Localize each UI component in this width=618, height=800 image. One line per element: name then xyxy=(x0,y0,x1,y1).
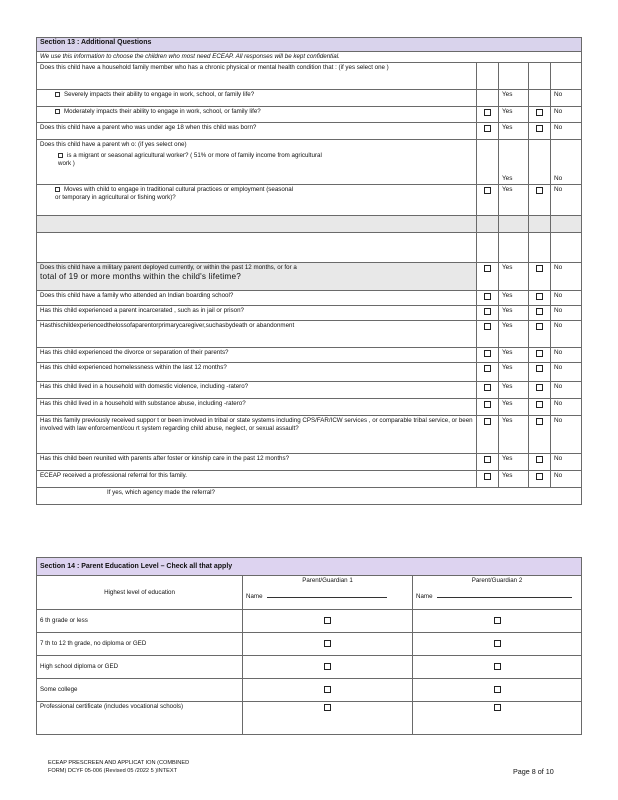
divorce-question: Has this child experienced the divorce or separation of their parents? xyxy=(37,348,477,363)
incarcerated-question: Has this child experienced a parent incarcerated , such as in jail or prison? xyxy=(37,306,477,321)
under18-question: Does this child have a parent who was under age 18 when this child was born? xyxy=(37,123,477,140)
education-row-7th-12th: 7 th to 12 th grade, no diploma or GED xyxy=(37,633,243,656)
cultural-option: Moves with child to engage in traditional cultural practices or employment (seasonal or temporary in agricultural or fishing work)? xyxy=(37,185,477,216)
migrant-option: is a migrant or seasonal agricultural worker? ( 51% or more of family income from agricultural work ) xyxy=(58,152,322,167)
cps-no-checkbox[interactable] xyxy=(536,418,543,425)
pg2-6th-checkbox[interactable] xyxy=(494,617,501,624)
pg2-some-college-checkbox[interactable] xyxy=(494,686,501,693)
parent-guardian-1-header: Parent/Guardian 1 Name xyxy=(243,576,413,610)
education-row-6th: 6 th grade or less xyxy=(37,610,243,633)
under18-no-checkbox[interactable] xyxy=(536,125,543,132)
boarding-yes-checkbox[interactable] xyxy=(484,293,491,300)
loss-no-checkbox[interactable] xyxy=(536,323,543,330)
foster-no-checkbox[interactable] xyxy=(536,456,543,463)
cps-yes-checkbox[interactable] xyxy=(484,418,491,425)
chronic-option-moderate: Moderately impacts their ability to engage in work, school, or family life? xyxy=(37,107,477,123)
form-footer: ECEAP PRESCREEN AND APPLICAT ION (COMBINED FORM) DCYF 05-006 (Revised 05 /2022 5 )INTEXT xyxy=(48,760,190,774)
page-number: Page 8 of 10 xyxy=(513,767,554,776)
option-square-icon xyxy=(55,109,60,114)
option-square-icon xyxy=(55,187,60,192)
pg2-7th-12th-checkbox[interactable] xyxy=(494,640,501,647)
referral-agency-field[interactable]: If yes, which agency made the referral? xyxy=(37,488,582,505)
cps-question: Has this family previously received suppor t or been involved in tribal or state systems including CPS/FAR/ICW services , or comparable tribal service, or been involved with law enforcement/cou rt system regarding child abuse, neglect, or sexual assault? xyxy=(37,416,477,454)
military-question: Does this child have a military parent deployed currently, or within the past 12 months, or for a total of 19 or more months within the child's lifetime? xyxy=(37,263,477,291)
parent-guardian-1-name-field[interactable] xyxy=(267,591,387,598)
boarding-question: Does this child have a family who attended an Indian boarding school? xyxy=(37,291,477,306)
boarding-no-checkbox[interactable] xyxy=(536,293,543,300)
pg1-7th-12th-checkbox[interactable] xyxy=(324,640,331,647)
pg1-high-school-checkbox[interactable] xyxy=(324,663,331,670)
pg1-professional-checkbox[interactable] xyxy=(324,704,331,711)
parent-who-no-checkbox[interactable] xyxy=(536,187,543,194)
parent-guardian-2-header: Parent/Guardian 2 Name xyxy=(413,576,582,610)
under18-yes-checkbox[interactable] xyxy=(484,125,491,132)
parent-who-yes-checkbox[interactable] xyxy=(484,187,491,194)
homeless-no-checkbox[interactable] xyxy=(536,365,543,372)
pg1-some-college-checkbox[interactable] xyxy=(324,686,331,693)
homeless-yes-checkbox[interactable] xyxy=(484,365,491,372)
incarcerated-no-checkbox[interactable] xyxy=(536,308,543,315)
incarcerated-yes-checkbox[interactable] xyxy=(484,308,491,315)
chronic-yes-checkbox[interactable] xyxy=(484,109,491,116)
domestic-question: Has this child lived in a household with domestic violence, including -ratero? xyxy=(37,382,477,399)
chronic-option-severe: Severely impacts their ability to engage in work, school, or family life? xyxy=(37,90,477,107)
section-13-subtitle: We use this information to choose the children who most need ECEAP. All responses will be kept confidential. xyxy=(37,52,582,63)
parent-who-question: Does this child have a parent wh o: (if yes select one) is a migrant or seasonal agricultural worker? ( 51% or more of family income from agricultural work ) xyxy=(37,140,477,185)
section-14 xyxy=(36,557,581,735)
divorce-no-checkbox[interactable] xyxy=(536,350,543,357)
parent-guardian-2-name-field[interactable] xyxy=(437,591,572,598)
pg1-6th-checkbox[interactable] xyxy=(324,617,331,624)
foster-yes-checkbox[interactable] xyxy=(484,456,491,463)
referral-no-checkbox[interactable] xyxy=(536,473,543,480)
section-14-title: Section 14 : Parent Education Level – Check all that apply xyxy=(37,558,582,576)
chronic-no-checkbox[interactable] xyxy=(536,109,543,116)
substance-question: Has this child lived in a household with substance abuse, including -ratero? xyxy=(37,399,477,416)
section-13-table: Section 13 : Additional Questions We use this information to choose the children who most need ECEAP. All responses will be kept confidential. Does this child have a household family member who has a chronic physical or mental health condition that : (if yes select one ) Severely impacts their ability to engage in work, school, or family life? Yes No Moderately impacts their ability to engage in work, school, or family life? Yes No Does this child have a parent who was under age 18 when this child was born? Yes No Does this child have a parent wh o: (if yes select one) is a migrant or seasonal agricultural worker? ( 51% or more of family income from agricultural work ) Yes No Moves with child to engage in traditional cultural practices or employment (seasonal or temporary in agricultural or fishing work)? Yes No Does this child have a military parent deployed currently, or within the past 12 months, or for a total of 19 or more months within the child's lifetime? Yes No Does this child have a family who attended an Indian boarding school? Yes No Has this child experienced a parent incarcerated , such as in jail or prison? Yes No Hasthischildexperiencedthelossofaparentorprimarycaregiver,suchasbydeath or abandonment Yes No Has this child experienced the divorce or separation of their parents? Yes No Has this child experienced homelessness within the last 12 months? Yes No Has this child lived in a household with domestic violence, including -ratero? Yes No Has this child lived in a household with substance abuse, including -ratero? Yes No Has this family previously received suppor t or been involved in tribal or state systems including CPS/FAR/ICW services , or comparable tribal service, or been involved with law enforcement/cou rt system regarding child abuse, neglect, or sexual assault? Yes No Has this child been reunited with parents after foster or kinship care in the past 12 months? Yes No ECEAP received a professional referral for this family. Yes No If yes, which agency made the referral? xyxy=(36,37,582,505)
domestic-no-checkbox[interactable] xyxy=(536,384,543,391)
military-yes-checkbox[interactable] xyxy=(484,265,491,272)
domestic-yes-checkbox[interactable] xyxy=(484,384,491,391)
homeless-question: Has this child experienced homelessness within the last 12 months? xyxy=(37,363,477,382)
chronic-question: Does this child have a household family member who has a chronic physical or mental health condition that : (if yes select one ) xyxy=(37,63,477,90)
referral-yes-checkbox[interactable] xyxy=(484,473,491,480)
section-14-table xyxy=(36,557,582,735)
foster-question: Has this child been reunited with parents after foster or kinship care in the past 12 months? xyxy=(37,454,477,471)
pg2-high-school-checkbox[interactable] xyxy=(494,663,501,670)
military-no-checkbox[interactable] xyxy=(536,265,543,272)
loss-yes-checkbox[interactable] xyxy=(484,323,491,330)
divorce-yes-checkbox[interactable] xyxy=(484,350,491,357)
referral-question: ECEAP received a professional referral for this family. xyxy=(37,471,477,488)
education-column-label: Highest level of education xyxy=(37,576,243,610)
substance-no-checkbox[interactable] xyxy=(536,401,543,408)
pg2-professional-checkbox[interactable] xyxy=(494,704,501,711)
section-13 xyxy=(36,37,581,505)
section-13-title: Section 13 : Additional Questions xyxy=(37,38,582,52)
education-row-some-college: Some college xyxy=(37,679,243,702)
substance-yes-checkbox[interactable] xyxy=(484,401,491,408)
education-row-professional: Professional certificate (includes vocational schools) xyxy=(37,702,243,735)
option-square-icon xyxy=(55,92,60,97)
loss-question: Hasthischildexperiencedthelossofaparentorprimarycaregiver,suchasbydeath or abandonment xyxy=(37,321,477,348)
education-row-high-school: High school diploma or GED xyxy=(37,656,243,679)
option-square-icon xyxy=(58,153,63,158)
